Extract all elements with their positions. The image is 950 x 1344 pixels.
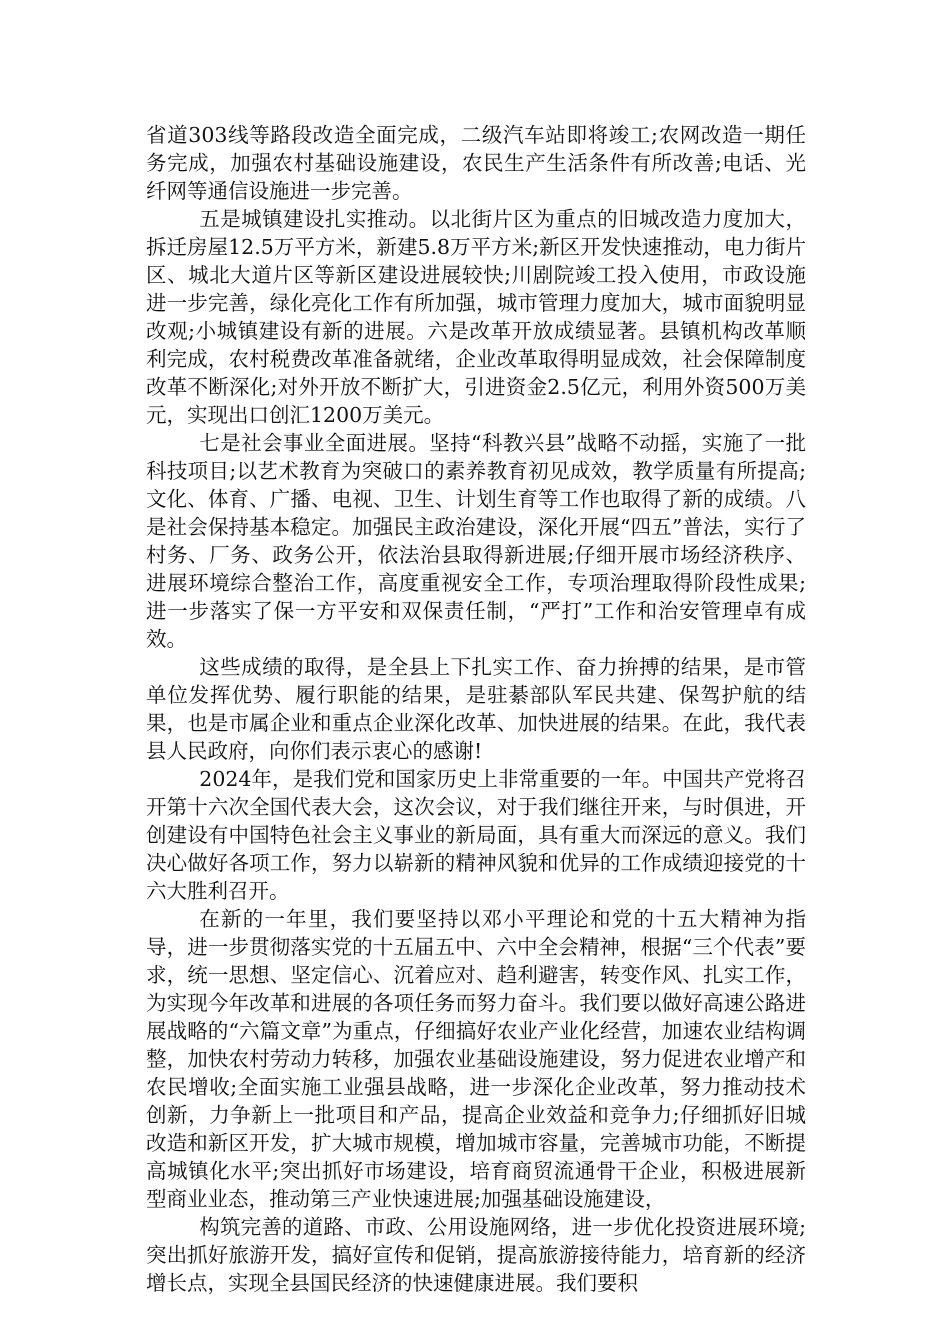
paragraph-1: 省道303线等路段改造全面完成，二级汽车站即将竣工;农网改造一期任务完成，加强农村基础设施建设，农民生产生活条件有所改善;电话、光纤网等通信设施进一步完善。 [146,123,806,203]
paragraph-3: 七是社会事业全面进展。坚持“科教兴县”战略不动摇，实施了一批科技项目;以艺术教育为突破口的素养教育初见成效，教学质量有所提高;文化、体育、广播、电视、卫生、计划生育等工作也取得了新的成绩。八是社会保持基本稳定。加强民主政治建设，深化开展“四五”普法，实行了村务、厂务、政务公开，依法治县取得新进展;仔细开展市场经济秩序、进展环境综合整治工作，高度重视安全工作，专项治理取得阶段性成果;进一步落实了保一方平安和双保责任制，“严打”工作和治安管理卓有成效。 [146,431,806,651]
paragraph-7: 构筑完善的道路、市政、公用设施网络，进一步优化投资进展环境;突出抓好旅游开发，搞好宣传和促销，提高旅游接待能力，培育新的经济增长点，实现全县国民经济的快速健康进展。我们要积 [146,1215,806,1295]
body-text [146,121,806,1297]
paragraph-2: 五是城镇建设扎实推动。以北街片区为重点的旧城改造力度加大，拆迁房屋12.5万平方米，新建5.8万平方米;新区开发快速推动，电力街片区、城北大道片区等新区建设进展较快;川剧院竣工投入使用，市政设施进一步完善，绿化亮化工作有所加强，城市管理力度加大，城市面貌明显改观;小城镇建设有新的进展。六是改革开放成绩显著。县镇机构改革顺利完成，农村税费改革准备就绪，企业改革取得明显成效，社会保障制度改革不断深化;对外开放不断扩大，引进资金2.5亿元，利用外资500万美元，实现出口创汇1200万美元。 [146,207,806,427]
paragraph-5: 2024年，是我们党和国家历史上非常重要的一年。中国共产党将召开第十六次全国代表大会，这次会议，对于我们继往开来，与时俱进，开创建设有中国特色社会主义事业的新局面，具有重大而深远的意义。我们决心做好各项工作，努力以崭新的精神风貌和优异的工作成绩迎接党的十六大胜利召开。 [146,767,806,903]
paragraph-6: 在新的一年里，我们要坚持以邓小平理论和党的十五大精神为指导，进一步贯彻落实党的十五届五中、六中全会精神，根据“三个代表”要求，统一思想、坚定信心、沉着应对、趋利避害，转变作风、扎实工作，为实现今年改革和进展的各项任务而努力奋斗。我们要以做好高速公路进展战略的“六篇文章”为重点，仔细搞好农业产业化经营，加速农业结构调整，加快农村劳动力转移，加强农业基础设施建设，努力促进农业增产和农民增收;全面实施工业强县战略，进一步深化企业改革，努力推动技术创新，力争新上一批项目和产品，提高企业效益和竞争力;仔细抓好旧城改造和新区开发，扩大城市规模，增加城市容量，完善城市功能，不断提高城镇化水平;突出抓好市场建设，培育商贸流通骨干企业，积极进展新型商业业态，推动第三产业快速进展;加强基础设施建设， [146,907,806,1211]
paragraph-4: 这些成绩的取得，是全县上下扎实工作、奋力拚搏的结果，是市管单位发挥优势、履行职能的结果，是驻綦部队军民共建、保驾护航的结果，也是市属企业和重点企业深化改革、加快进展的结果。在此，我代表县人民政府，向你们表示衷心的感谢! [146,655,806,763]
